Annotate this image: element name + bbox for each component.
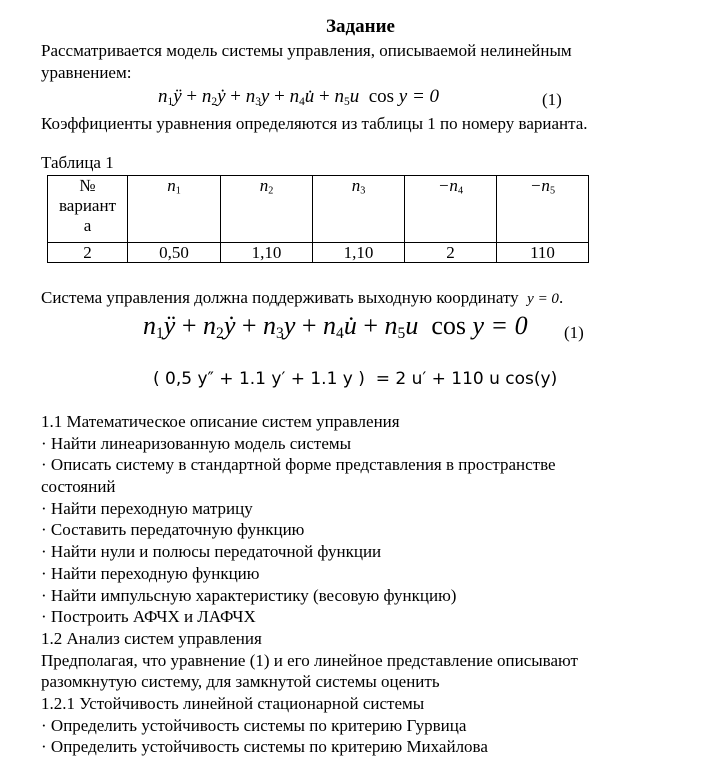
coef-note: Коэффициенты уравнения определяются из таблицы 1 по номеру варианта. [41, 114, 588, 133]
table-caption: Таблица 1 [41, 153, 114, 172]
bullet-item: · Определить устойчивость системы по критерию Михайлова [41, 737, 488, 757]
section-heading-1-2-1: 1.2.1 Устойчивость линейной стационарной системы [41, 693, 425, 713]
header-n4: $-n_4$ [405, 176, 497, 243]
header-n1: $n_1$ [128, 176, 221, 243]
bullet-item: · Найти переходную матрицу [41, 498, 253, 518]
header-n3: $n_3$ [313, 176, 405, 243]
equation-1: $n_1ÿ$ + $n_2ẏ + n_3y$ + $n_4u̇ + n_5u$ cos y = 0 [158, 86, 440, 108]
paragraph-line: Предполагая, что уравнение (1) и его линейное представление описывают [41, 650, 578, 670]
substituted-equation: ( 0,5 y″ + 1.1 y′ + 1.1 y ) = 2 u′ + 110 u cos(y) [153, 369, 558, 389]
paragraph-line: разомкнутую систему, для замкнутой системы оценить [41, 672, 440, 692]
cell-n3: 1,10 [313, 243, 405, 263]
equation-1-number: (1) [542, 90, 562, 109]
table-header-row [48, 176, 589, 243]
page-title: Задание [326, 16, 395, 37]
bullet-item: · Найти линеаризованную модель системы [41, 433, 352, 453]
cell-variant: 2 [48, 243, 128, 263]
equation-1-large-number: (1) [564, 323, 584, 342]
cell-n4: 2 [405, 243, 497, 263]
cell-n5: 110 [497, 243, 589, 263]
bullet-continuation: состояний [41, 477, 116, 497]
section-heading-1-1: 1.1 Математическое описание систем управления [41, 412, 400, 431]
requirement-text: Система управления должна поддерживать выходную координату y = 0. [41, 288, 564, 307]
bullet-item: · Построить АФЧХ и ЛАФЧХ [41, 607, 256, 627]
equation-1-large: $n_1ÿ$ + $n_2ẏ + n_3y$ + $n_4u̇ + n_5u$ cos y = 0 [143, 311, 528, 342]
bullet-item: · Определить устойчивость системы по критерию Гурвица [41, 715, 467, 735]
cell-n2: 1,10 [221, 243, 313, 263]
cell-n1: 0,50 [128, 243, 221, 263]
header-variant: № вариант а [48, 176, 128, 243]
bullet-item: · Найти импульсную характеристику (весовую функцию) [41, 585, 457, 605]
sections-list [41, 412, 578, 759]
table-row [48, 243, 589, 263]
header-n5: $-n_5$ [497, 176, 589, 243]
bullet-item: · Описать систему в стандартной форме представления в пространстве [41, 455, 556, 475]
intro-line-2: уравнением: [41, 63, 132, 82]
bullet-item: · Найти нули и полюсы передаточной функции [41, 542, 382, 562]
bullet-item: · Найти переходную функцию [41, 563, 260, 583]
header-n2: $n_2$ [221, 176, 313, 243]
section-heading-1-2: 1.2 Анализ систем управления [41, 628, 262, 648]
bullet-item: · Составить передаточную функцию [41, 520, 305, 540]
coefficients-table [47, 175, 589, 263]
intro-line-1: Рассматривается модель системы управления, описываемой нелинейным [41, 41, 572, 60]
